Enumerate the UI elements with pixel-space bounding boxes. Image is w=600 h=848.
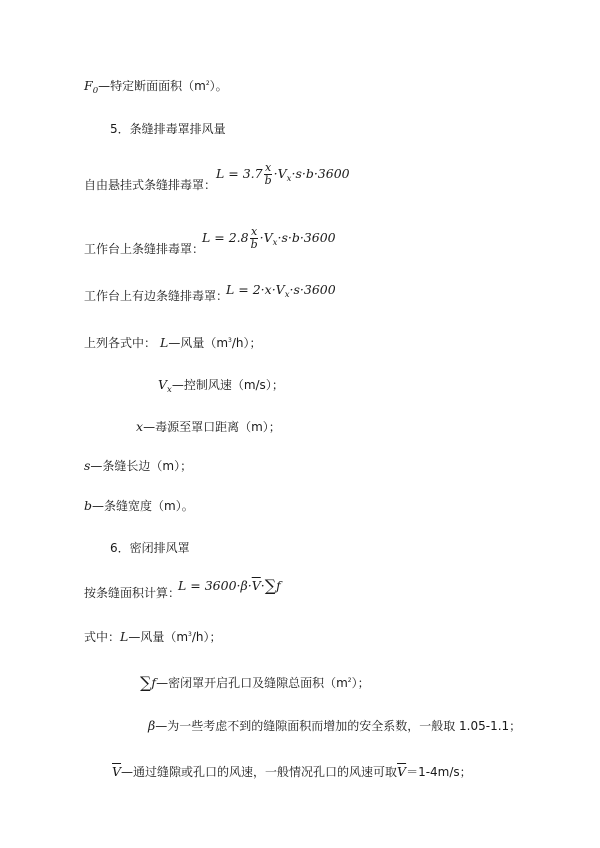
f0-definition: $F_0—$特定断面面积$(m^2)$。 — [84, 78, 228, 96]
defs1-x: x—毒源至罩口距离（m）； — [136, 419, 281, 434]
defs2-beta: β—为一些考虑不到的缝隙面积而增加的安全系数，一般取 1.05-1.1； — [148, 718, 522, 733]
eq1-label: 自由悬挂式条缝排毒罩： — [84, 178, 217, 192]
eq4-label: 按条缝面积计算： — [84, 586, 181, 600]
defs1-Vx: $V_x—$控制风速（m/s）； — [158, 377, 284, 395]
eq1-formula: L = 3.7 $\frac{x}{b}$ $\cdot V_x\cdot s\cdot b\cdot 3600$ — [216, 161, 350, 187]
defs2-sumf: ∑f—密闭罩开启孔口及缝隙总面积$(m^2)$； — [140, 673, 370, 692]
section-5-title: 5．条缝排毒罩排风量 — [110, 122, 226, 136]
f0-symbol: $F_0$ — [84, 78, 99, 96]
defs1-s: s—条缝长边（m）； — [84, 458, 193, 473]
eq2-label: 工作台上条缝排毒罩： — [84, 242, 205, 256]
f0-desc: —特定断面面积（m — [98, 79, 206, 93]
eq2-formula: L = 2.8 $\frac{x}{b}$ $\cdot V_x\cdot s\cdot b\cdot 3600$ — [202, 225, 336, 251]
eq3-label: 工作台上有边条缝排毒罩： — [84, 289, 229, 303]
defs1-b: b—条缝宽度（m）。 — [84, 498, 194, 513]
defs2-L: 式中：L—风量$(m^3/h)$； — [84, 629, 222, 644]
defs2-vbar: $\overline{V}—$通过缝隙或孔口的风速，一般情况孔口的风速可取$\overline{V}=1-4m/s$； — [112, 764, 472, 779]
defs1-L: 上列各式中： L—风量$(m^3/h)$； — [84, 335, 262, 350]
section-6-title: 6．密闭排风罩 — [110, 541, 190, 555]
eq3-formula: $L = 2\cdot x\cdot V_x\cdot s\cdot 3600$ — [226, 282, 336, 300]
eq4-formula: $L = 3600\cdot\beta\cdot\overline{V}\cdot\sum f$ — [178, 576, 281, 595]
